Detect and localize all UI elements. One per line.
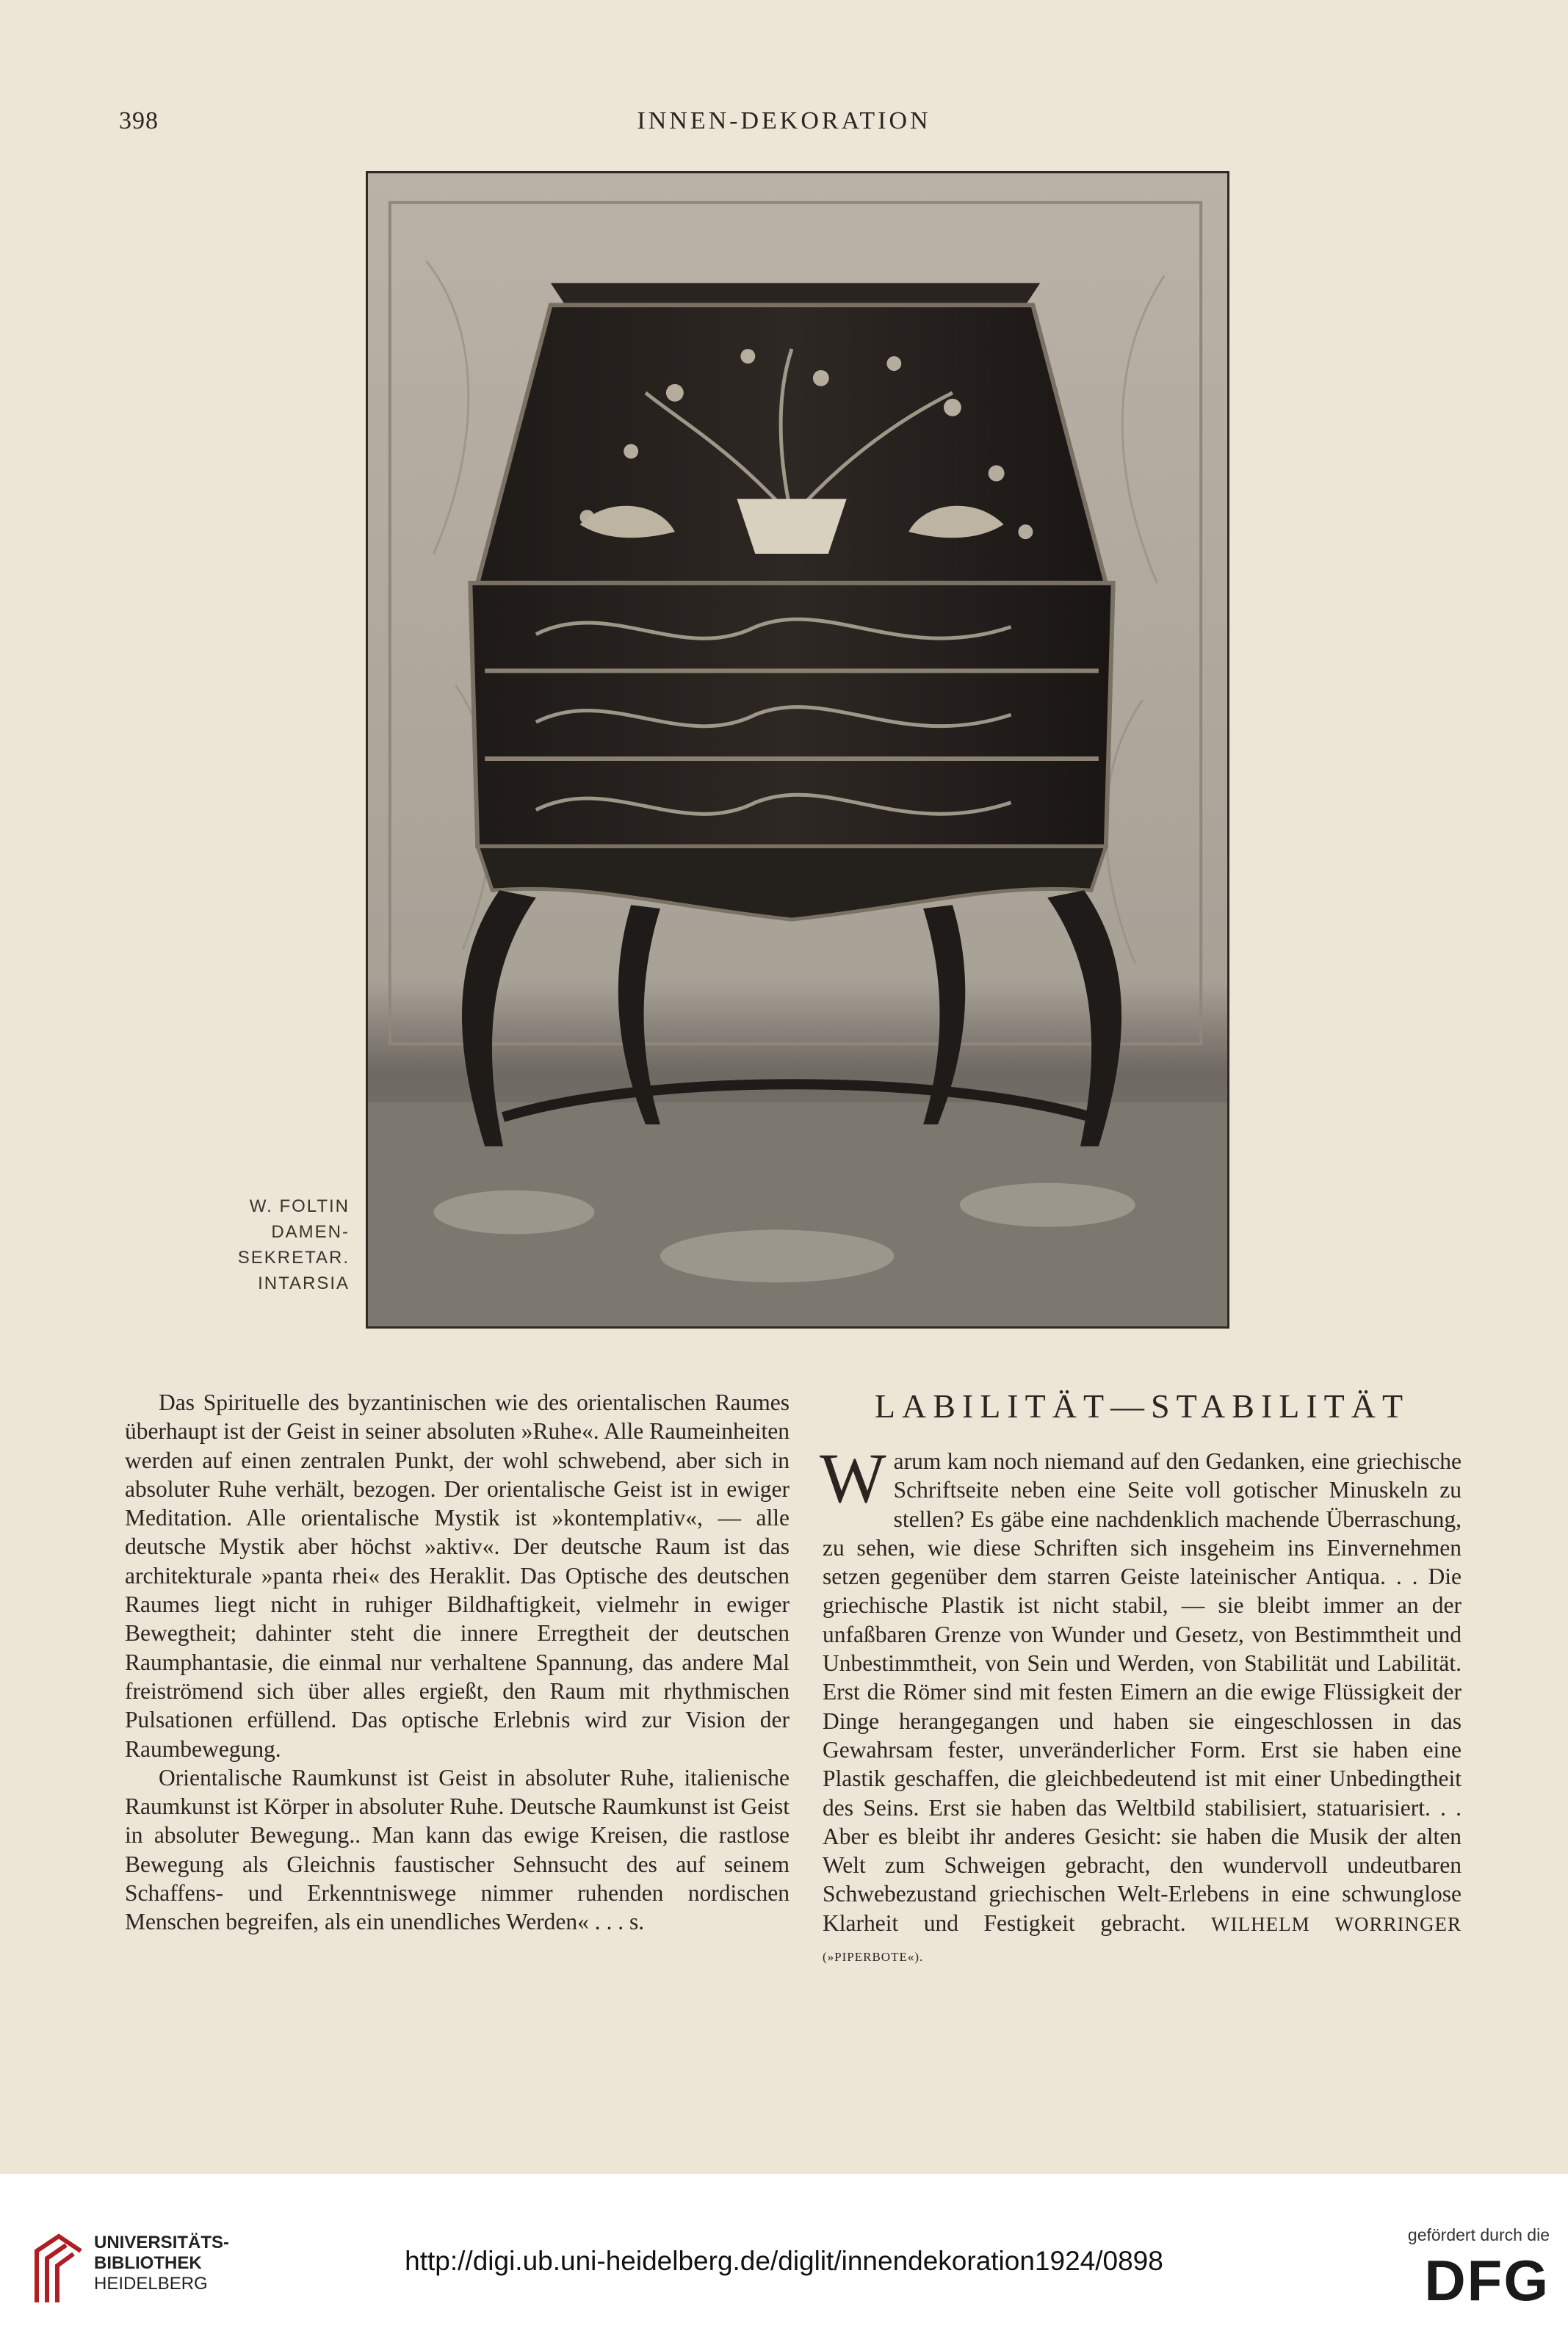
library-line: UNIVERSITÄTS- [94, 2233, 230, 2252]
caption-line: W. FOLTIN [249, 1196, 350, 1216]
caption-line: SEKRETAR. [237, 1248, 350, 1268]
source-note: (»PIPERBOTE«). [823, 1950, 924, 1965]
caption-line: DAMEN- [271, 1222, 350, 1242]
article-text: arum kam noch niemand auf den Gedanken, eine griechische Schriftseite neben eine Seite voll gotischer Minuskeln zu stellen? Es gäbe eine nachdenklich machende Überraschung, zu sehen, wie diese Schriften sich insgeheim ins Einvernehmen setzen gegenüber dem starren Geiste lateinischer Antiqua. . . Die griechische Plastik ist nicht stabil, — sie bleibt immer an der unfaßbaren Grenze von Wunder und Gesetz, von Bestimmtheit und Unbestimmtheit, von Sein und Werden, von Stabilität und Labilität. Erst die Römer sind mit festen Eimern an die ewige Flüssigkeit der Dinge herangegangen und haben sie eingeschlossen in das Gewahrsam fester, unveränderlicher Form. Erst sie haben eine Plastik geschaffen, die gleichbedeutend ist mit einer Unbedingtheit des Seins. Erst sie haben das Weltbild stabilisiert, statuarisiert. . . Aber es bleibt ihr anderes Gesicht: sie haben die Musik der alten Welt zum Schweigen gebracht, den wundervoll undeutbaren Schwebezustand griechischen Welt-Erlebens in eine schwunglose Klarheit und Festigkeit gebracht. [823, 1448, 1462, 1936]
photo-caption [220, 1193, 350, 1296]
secretary-desk-photo [366, 171, 1229, 1329]
dfg-logo: DFG [1424, 2248, 1550, 2313]
article-body [820, 1439, 1462, 1971]
caption-line: INTARSIA [258, 1273, 350, 1293]
page-number: 398 [119, 107, 159, 134]
paragraph: Das Spirituelle des byzantinischen wie des orientalischen Raumes überhaupt ist der Geist in seiner absoluten »Ruhe«. Alle Raumeinheiten werden auf einen zentralen Punkt, der wohl schwebend, aber sich in absoluter Ruhe verhält, bezogen. Der orientalische Geist ist in ewiger Meditation. Alle orientalische Mystik ist »kontemplativ«, — alle deutsche Mystik aber höchst »aktiv«. Der deutsche Raum ist das architekturale »panta rhei« des Heraklit. Das Optische des deutschen Raumes liegt nicht in ruhiger Bildhaftigkeit, vielmehr in ewiger Bewegtheit; dahinter steht die innere Erregtheit der deutschen Raumphantasie, die einmal nur verhaltene Spannung, das andere Mal freiströmend sich über alles ergießt, den Raum mit rhythmischen Pulsationen erfüllend. Das optische Erlebnis wird zur Vision der Raumbewegung. [125, 1390, 790, 1762]
photo-illustration [368, 173, 1227, 1326]
left-text-column [125, 1388, 790, 1937]
library-line: BIBLIOTHEK [94, 2253, 202, 2273]
paragraph: Orientalische Raumkunst ist Geist in absoluter Ruhe, italienische Raumkunst ist Körper in absoluter Ruhe. Deutsche Raumkunst ist Geist in absoluter Bewegung.. Man kann das ewige Kreisen, die rastlose Bewegung als Gleichnis faustischer Sehnsucht des auf seinem Schaffens- und Erkenntniswege nimmer ruhenden nordischen Menschen begreifen, als ein unendliches Werden« . . . s. [125, 1764, 790, 1935]
source-url-link[interactable]: http://digi.ub.uni-heidelberg.de/diglit/innendekoration1924/0898 [405, 2246, 1163, 2276]
library-line: HEIDELBERG [94, 2274, 208, 2294]
funded-by-label: gefördert durch die [1407, 2225, 1550, 2244]
drop-cap: W [820, 1439, 886, 1517]
right-text-column [820, 1387, 1462, 1971]
running-title: INNEN-DEKORATION [637, 107, 931, 134]
author-name: WILHELM WORRINGER [1211, 1912, 1462, 1935]
article-title: LABILITÄT—STABILITÄT [874, 1387, 1410, 1425]
